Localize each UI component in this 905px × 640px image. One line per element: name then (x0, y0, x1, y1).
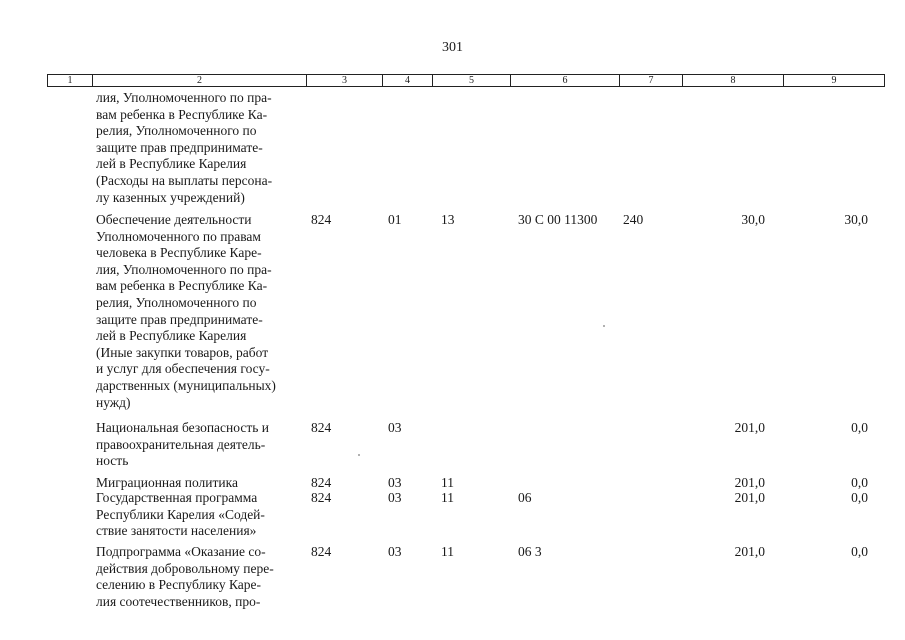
name-line: вам ребенка в Республике Ка- (96, 278, 268, 294)
row-4-name (96, 490, 265, 540)
row-5-c4: 03 (388, 544, 402, 559)
header-col-4: 4 (382, 75, 432, 86)
row-3-c9: 0,0 (851, 475, 868, 490)
row-5-name (96, 544, 274, 610)
table-header-row (47, 74, 885, 87)
name-line: Обеспечение деятельности (96, 212, 252, 227)
header-col-1: 1 (67, 75, 73, 86)
name-line: вам ребенка в Республике Ка- (96, 106, 268, 122)
name-line: Национальная безопасность и (96, 420, 269, 435)
name-line: нужд) (96, 394, 131, 410)
name-line: (Иные закупки товаров, работ (96, 344, 269, 360)
name-line: релия, Уполномоченного по (96, 294, 257, 310)
row-5-c6: 06 3 (518, 544, 542, 559)
row-2-c4: 03 (388, 420, 402, 435)
row-1-c5: 13 (441, 212, 455, 227)
name-line: Уполномоченного по правам (96, 228, 261, 244)
name-line: человека в Республике Каре- (96, 245, 262, 261)
name-line: дарственных (муниципальных) (96, 377, 276, 393)
name-line: защите прав предпринимате- (96, 139, 263, 155)
page-number: 301 (442, 40, 463, 55)
row-4-c3: 824 (311, 490, 332, 505)
row-1-c3: 824 (311, 212, 332, 227)
row-4-c5: 11 (441, 490, 454, 505)
row-5-c5: 11 (441, 544, 454, 559)
header-col-6: 6 (510, 75, 619, 86)
name-line: Подпрограмма «Оказание со- (96, 544, 266, 559)
name-line: лия соотечественников, про- (96, 593, 261, 609)
name-line: ствие занятости населения» (96, 523, 257, 539)
scan-speck (358, 454, 360, 456)
row-4-c6: 06 (518, 490, 532, 505)
row-2-c8: 201,0 (734, 420, 765, 435)
row-2-name (96, 420, 269, 470)
row-1-c6: 30 С 00 11300 (518, 212, 598, 227)
row-3-c4: 03 (388, 475, 402, 490)
row-4-c8: 201,0 (734, 490, 765, 505)
header-col-7: 7 (619, 75, 682, 86)
header-col-5: 5 (432, 75, 510, 86)
name-line: лу казенных учреждений) (96, 189, 245, 205)
name-line: защите прав предпринимате- (96, 311, 263, 327)
row-4-c9: 0,0 (851, 490, 868, 505)
row-3-c8: 201,0 (734, 475, 765, 490)
row-5-c8: 201,0 (734, 544, 765, 559)
row-5-c3: 824 (311, 544, 332, 559)
name-line: (Расходы на выплаты персона- (96, 172, 273, 188)
row-3-c5: 11 (441, 475, 454, 490)
name-line: лия, Уполномоченного по пра- (96, 90, 272, 105)
header-col-2: 2 (92, 75, 306, 86)
row-0-name (96, 90, 272, 206)
header-col-3: 3 (306, 75, 382, 86)
name-line: лей в Республике Карелия (96, 156, 247, 172)
scan-speck (603, 325, 605, 327)
row-3-c3: 824 (311, 475, 332, 490)
name-line: Государственная программа (96, 490, 258, 505)
name-line: лей в Республике Карелия (96, 328, 247, 344)
header-col-9: 9 (783, 75, 884, 86)
row-2-c9: 0,0 (851, 420, 868, 435)
name-line: действия добровольному пере- (96, 560, 274, 576)
row-2-c3: 824 (311, 420, 332, 435)
name-line: Миграционная политика (96, 475, 238, 490)
name-line: и услуг для обеспечения госу- (96, 361, 270, 377)
name-line: лия, Уполномоченного по пра- (96, 261, 272, 277)
name-line: релия, Уполномоченного по (96, 123, 257, 139)
name-line: ность (96, 453, 129, 469)
name-line: Республики Карелия «Содей- (96, 506, 265, 522)
row-5-c9: 0,0 (851, 544, 868, 559)
header-col-8: 8 (682, 75, 783, 86)
row-1-c8: 30,0 (741, 212, 765, 227)
row-4-c4: 03 (388, 490, 402, 505)
row-1-c7: 240 (623, 212, 644, 227)
row-1-c9: 30,0 (844, 212, 868, 227)
row-1-name (96, 212, 276, 411)
row-1-c4: 01 (388, 212, 402, 227)
name-line: селению в Республику Каре- (96, 577, 262, 593)
name-line: правоохранительная деятель- (96, 436, 266, 452)
